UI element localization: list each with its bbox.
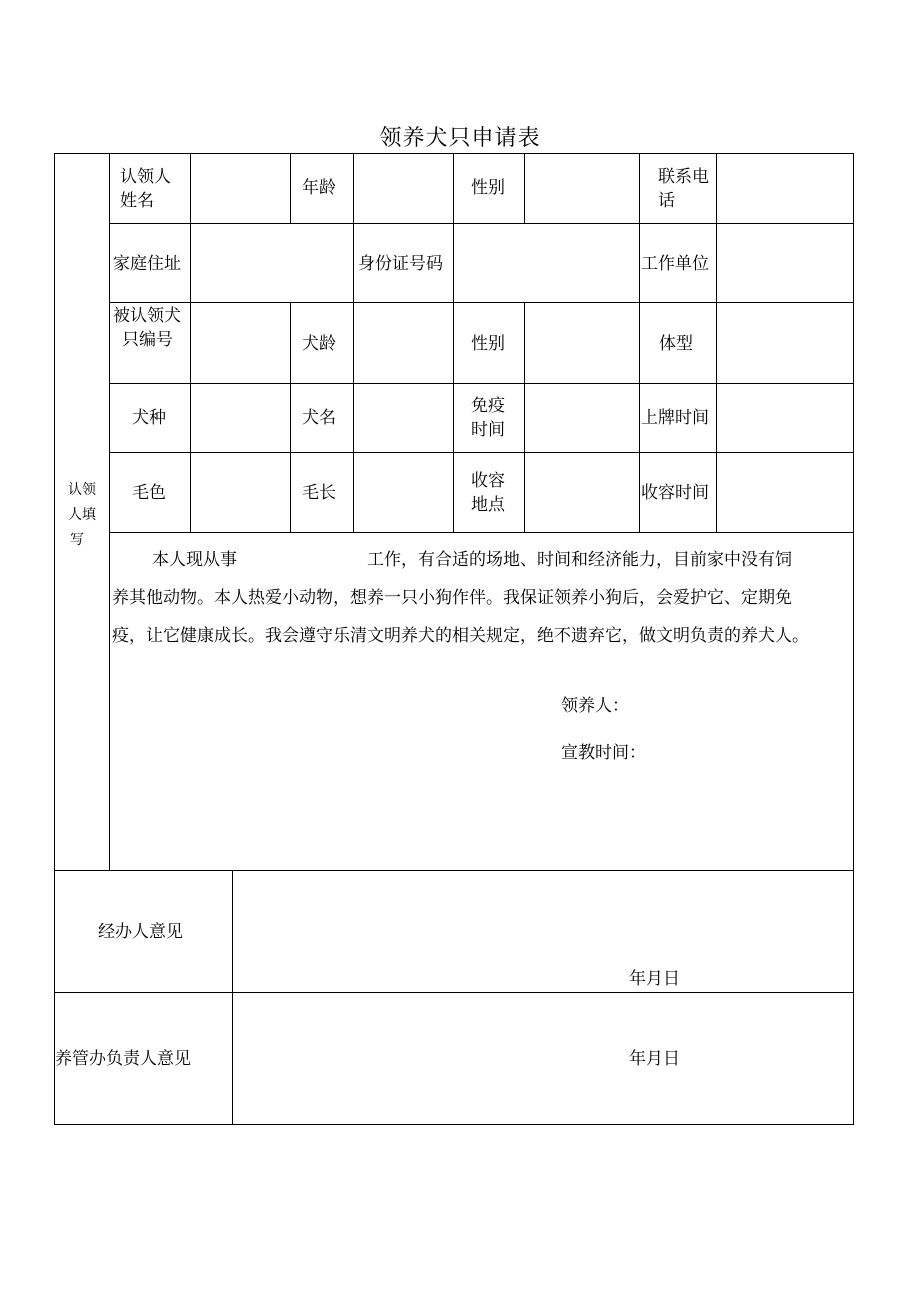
col-line (716, 153, 717, 223)
manager-opinion-label: 养管办负责人意见 (55, 1049, 191, 1069)
col-line (190, 223, 191, 302)
coat-color-label: 毛色 (132, 483, 166, 503)
section-line-1 (54, 870, 854, 871)
table-border-left (54, 153, 55, 1125)
form-title: 领养犬只申请表 (379, 126, 541, 151)
body-type-label: 体型 (659, 334, 693, 354)
dog-age-label: 犬龄 (302, 334, 336, 354)
col-line (290, 302, 291, 532)
label-line: 地点 (471, 495, 505, 515)
pledge-line-1 (112, 541, 856, 579)
id-number-label: 身份证号码 (358, 254, 443, 274)
section-line-2 (54, 992, 854, 993)
pledge-line-3: 疫，让它健康成长。我会遵守乐清文明养犬的相关规定，绝不遗弃它，做文明负责的养犬人。 (112, 626, 809, 646)
col-line (639, 223, 640, 302)
manager-opinion-date: 年月日 (629, 1049, 680, 1069)
section-column-line (109, 153, 110, 870)
pledge-line-2: 养其他动物。本人热爱小动物，想养一只小狗作伴。我保证领养小狗后，会爱护它、定期免 (112, 588, 792, 608)
label-line: 话 (658, 191, 675, 211)
row-line-2 (109, 302, 854, 303)
tag-time-label: 上牌时间 (641, 408, 709, 428)
label-line: 联系电 (658, 167, 709, 187)
col-line (524, 153, 525, 223)
pledge-paragraph (112, 541, 856, 655)
section-label-line: 写 (70, 532, 84, 548)
label-line: 认领人 (120, 167, 171, 187)
shelter-place-label (471, 469, 505, 517)
age-label: 年龄 (302, 178, 336, 198)
col-line (639, 153, 640, 223)
gender-label: 性别 (471, 178, 505, 198)
col-line (453, 223, 454, 302)
dog-id-label (113, 304, 181, 352)
opinion-column-line (232, 870, 233, 1125)
shelter-time-label: 收容时间 (641, 483, 709, 503)
vaccine-time-label (471, 394, 505, 442)
dog-name-label: 犬名 (302, 408, 336, 428)
col-line (353, 153, 354, 223)
col-line (716, 302, 717, 532)
col-line (190, 153, 191, 223)
section-label-line: 人填 (68, 507, 96, 523)
row-line-4 (109, 452, 854, 453)
address-label: 家庭住址 (113, 254, 181, 274)
col-line (353, 302, 354, 532)
label-line: 被认领犬 (113, 306, 181, 326)
adopter-signature-label: 领养人： (561, 696, 629, 716)
label-line: 时间 (471, 420, 505, 440)
section-label-line: 认领 (68, 482, 96, 498)
col-line (353, 223, 354, 302)
pledge-text: 工作，有合适的场地、时间和经济能力，目前家中没有饲 (367, 550, 792, 570)
row-line-5 (109, 532, 854, 533)
education-time-label: 宣教时间： (561, 743, 646, 763)
dog-gender-label: 性别 (471, 334, 505, 354)
phone-label (658, 165, 709, 213)
col-line (190, 302, 191, 532)
col-line (639, 302, 640, 532)
breed-label: 犬种 (132, 408, 166, 428)
handler-opinion-date: 年月日 (629, 969, 680, 989)
col-line (290, 153, 291, 223)
col-line (453, 302, 454, 532)
section-label (56, 478, 108, 553)
adopter-name-label (120, 165, 171, 213)
pledge-text: 本人现从事 (152, 550, 237, 570)
row-line-1 (109, 223, 854, 224)
col-line (716, 223, 717, 302)
workplace-label: 工作单位 (641, 254, 709, 274)
label-line: 只编号 (122, 330, 173, 350)
row-line-3 (109, 383, 854, 384)
table-border-top (54, 153, 854, 154)
label-line: 姓名 (120, 191, 154, 211)
table-border-bottom (54, 1124, 854, 1125)
handler-opinion-label: 经办人意见 (98, 922, 183, 942)
col-line (524, 302, 525, 532)
col-line (453, 153, 454, 223)
coat-length-label: 毛长 (302, 483, 336, 503)
label-line: 免疫 (471, 396, 505, 416)
label-line: 收容 (471, 471, 505, 491)
